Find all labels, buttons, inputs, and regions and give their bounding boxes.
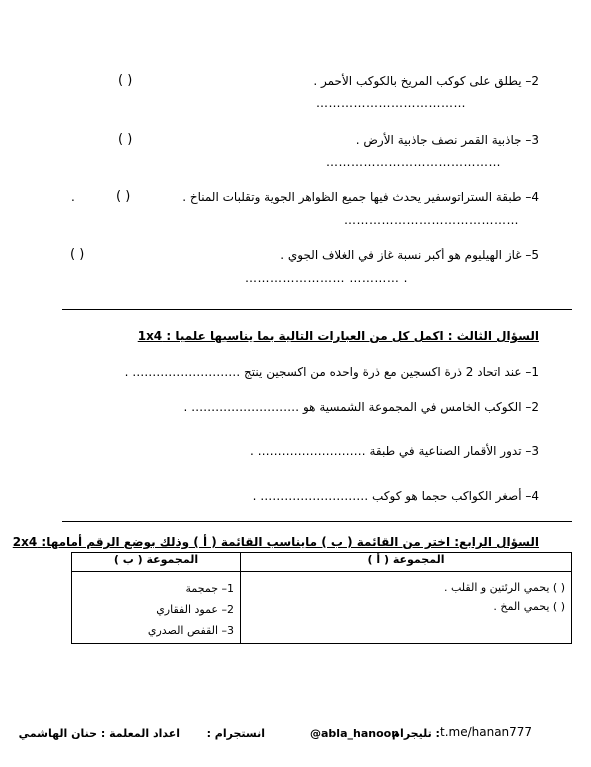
col-b-cell: [72, 572, 241, 644]
section3-title: السؤال الثالث : اكمل كل من العبارات التالية بما يناسبها علميا : 1x4: [137, 329, 539, 343]
tf-item-2-paren: ( ): [118, 73, 133, 88]
telegram-label: : تليجرام: [392, 727, 440, 740]
tf-item-2: 2– يطلق على كوكب المريخ بالكوكب الأحمر .: [313, 74, 539, 88]
tf-item-4-leading-dot: .: [71, 190, 75, 204]
fill-item-4: 4– أصغر الكواكب حجما هو كوكب ……………………… .: [252, 489, 539, 503]
tf-item-5: 5– غاز الهيليوم هو أكبر نسبة غاز في الغلاف الجوي .: [280, 248, 539, 262]
col-a-item: ( ) يحمي الرئتين و القلب .: [443, 581, 565, 594]
tf-item-4: 4– طبقة الستراتوسفير يحدث فيها جميع الظواهر الجوية وتقلبات المناخ .: [182, 190, 539, 204]
tf-item-4-dots: ……………………………………: [344, 213, 519, 227]
col-b-item: 2– عمود الفقاري: [156, 603, 234, 616]
col-b-header: المجموعة ( ب ): [72, 553, 241, 572]
fill-item-2: 2– الكوكب الخامس في المجموعة الشمسية هو ……………………… .: [183, 400, 539, 414]
col-b-item: 1– جمجمة: [185, 582, 234, 595]
telegram-link[interactable]: t.me/hanan777: [440, 725, 533, 739]
instagram-handle[interactable]: @abla_hanoon: [310, 727, 400, 740]
section-divider: [62, 309, 572, 310]
instagram-label: انستجرام :: [206, 727, 265, 740]
col-a-cell: [241, 572, 572, 644]
section-divider: [62, 521, 572, 522]
tf-item-3-paren: ( ): [118, 132, 133, 147]
teacher-name: اعداد المعلمة : حنان الهاشمي: [18, 727, 180, 740]
col-a-header: المجموعة ( أ ): [241, 553, 572, 572]
section4-title: السؤال الرابع: اختر من القائمة ( ب ) مايناسب القائمة ( أ ) وذلك بوضع الرقم أمامها: 2x4: [12, 535, 539, 549]
tf-item-5-paren: ( ): [70, 247, 85, 262]
fill-item-3: 3– تدور الأقمار الصناعية في طبقة ……………………… .: [250, 444, 539, 458]
col-a-item: ( ) يحمي المخ .: [493, 600, 565, 613]
tf-item-3-dots: ……………………………………: [326, 155, 501, 169]
matching-table: [71, 552, 572, 644]
tf-item-2-dots: ………………………………: [316, 96, 466, 110]
tf-item-5-dots: …………………… ………… .: [245, 271, 408, 285]
tf-item-4-paren: ( ): [116, 189, 131, 204]
tf-item-3: 3– جاذبية القمر نصف جاذبية الأرض .: [355, 133, 539, 147]
col-b-item: 3– القفص الصدري: [147, 624, 234, 637]
fill-item-1: 1– عند اتحاد 2 ذرة اكسجين مع ذرة واحده من اكسجين ينتج ……………………… .: [124, 365, 539, 379]
